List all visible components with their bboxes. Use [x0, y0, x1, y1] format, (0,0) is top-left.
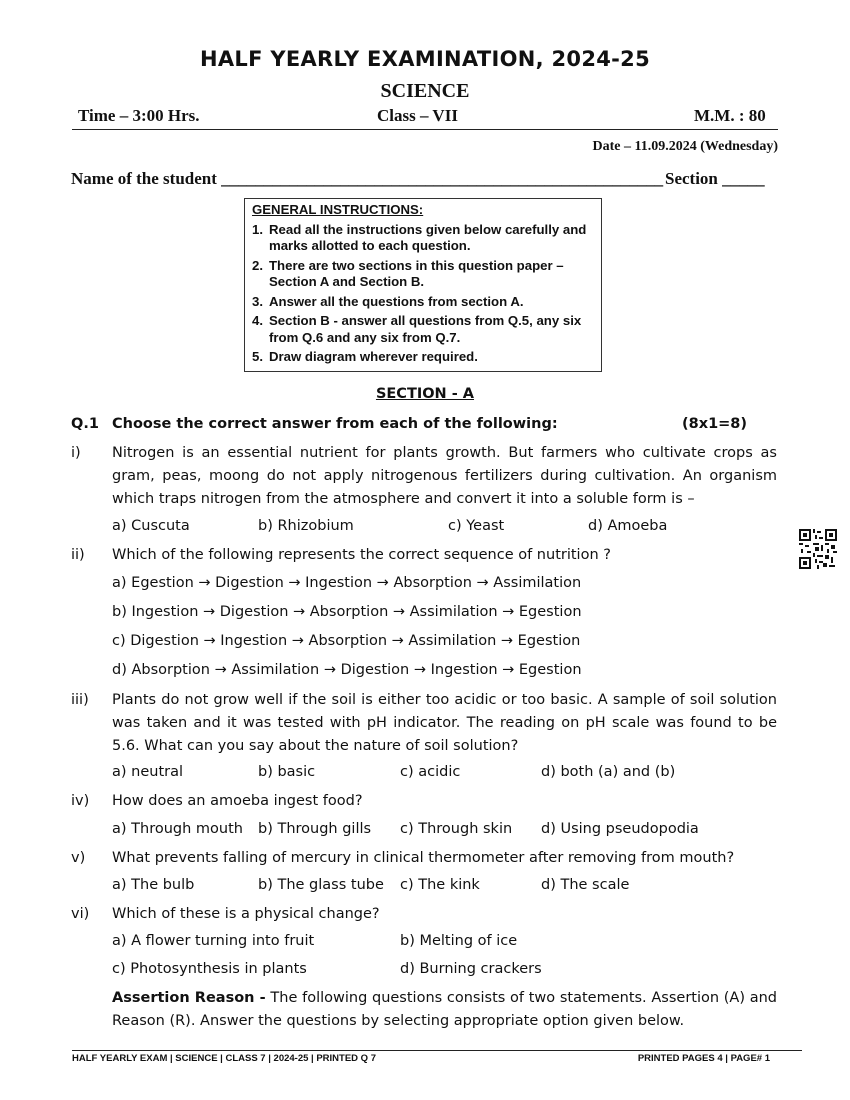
section-field: Section _____: [665, 169, 765, 188]
exam-date: Date – 11.09.2024 (Wednesday): [592, 139, 778, 154]
instruction-item: 5. Draw diagram wherever required.: [252, 349, 478, 364]
assertion-reason-instruction: Assertion Reason - The following questions consists of two statements. Assertion (A) and Reason (R). Answer the questions by selecting appropriate option given below.: [112, 990, 778, 1029]
option: c) Yeast: [448, 518, 505, 534]
max-marks: M.M. : 80: [694, 106, 766, 125]
subject-title: SCIENCE: [380, 80, 470, 102]
question-number: ii): [71, 547, 85, 563]
instruction-item: 4. Section B - answer all questions from Q.5, any six from Q.6 and any six from Q.7.: [252, 313, 582, 345]
question-text: What prevents falling of mercury in clinical thermometer after removing from mouth?: [112, 850, 735, 866]
question-number: iv): [71, 793, 90, 809]
option: b) Ingestion → Digestion → Absorption → Assimilation → Egestion: [112, 604, 582, 620]
class-label: Class – VII: [377, 106, 458, 125]
option: c) Through skin: [400, 821, 513, 837]
question-text: Plants do not grow well if the soil is either too acidic or too basic. A sample of soil solution was taken and it was tested with pH indicator. The reading on pH scale was found to be 5.6. What can you say about the nature of soil solution?: [112, 692, 777, 754]
option: c) Digestion → Ingestion → Absorption → Assimilation → Egestion: [112, 633, 581, 649]
footer-divider: [72, 1050, 802, 1051]
question-number: iii): [71, 692, 89, 708]
exam-title: HALF YEARLY EXAMINATION, 2024-25: [199, 47, 650, 71]
option: a) Egestion → Digestion → Ingestion → Absorption → Assimilation: [112, 575, 582, 591]
option: a) Through mouth: [112, 821, 243, 837]
footer-left: HALF YEARLY EXAM | SCIENCE | CLASS 7 | 2024-25 | PRINTED Q 7: [72, 1053, 376, 1064]
question-1-number: Q.1: [71, 416, 99, 432]
option: d) Using pseudopodia: [541, 821, 699, 837]
question-number: i): [71, 445, 81, 461]
question-text: Which of the following represents the correct sequence of nutrition ?: [112, 547, 611, 563]
question-1-text: Choose the correct answer from each of the following:: [112, 416, 558, 432]
option: c) Photosynthesis in plants: [112, 961, 307, 977]
header-divider: [72, 129, 778, 130]
option: a) neutral: [112, 764, 184, 780]
question-1-marks: (8x1=8): [682, 416, 748, 432]
option: c) acidic: [400, 764, 461, 780]
option: b) The glass tube: [258, 877, 384, 893]
option: d) Burning crackers: [400, 961, 542, 977]
instruction-item: 1. Read all the instructions given below carefully and marks allotted to each question.: [252, 221, 587, 253]
option: b) basic: [258, 764, 316, 780]
question-number: vi): [71, 906, 90, 922]
qr-code-icon: [799, 529, 837, 569]
question-text: Nitrogen is an essential nutrient for plants growth. But farmers who cultivate crops as gram, peas, moong do not apply nitrogenous fertilizers during cultivation. An organism which traps nitrogen from the atmosphere and convert it into a soluble form is –: [112, 445, 777, 507]
option: a) The bulb: [112, 877, 195, 893]
option: a) Cuscuta: [112, 518, 190, 534]
section-a-heading: SECTION - A: [375, 386, 475, 402]
option: b) Rhizobium: [258, 518, 354, 534]
option: a) A flower turning into fruit: [112, 933, 315, 949]
question-text: Which of these is a physical change?: [112, 906, 380, 922]
instruction-item: 2. There are two sections in this question paper – Section A and Section B.: [252, 257, 564, 289]
option: c) The kink: [400, 877, 480, 893]
option: b) Melting of ice: [400, 933, 518, 949]
question-number: v): [71, 850, 86, 866]
option: d) Absorption → Assimilation → Digestion → Ingestion → Egestion: [112, 662, 582, 678]
student-name-field: Name of the student ____________________________________________________: [71, 169, 664, 188]
instructions-heading: GENERAL INSTRUCTIONS:: [252, 202, 424, 217]
general-instructions-box: [244, 198, 602, 372]
time-label: Time – 3:00 Hrs.: [78, 106, 200, 125]
option: d) Amoeba: [588, 518, 668, 534]
instruction-item: 3. Answer all the questions from section A.: [252, 293, 524, 309]
question-text: How does an amoeba ingest food?: [112, 793, 363, 809]
footer-right: PRINTED PAGES 4 | PAGE# 1: [637, 1053, 770, 1064]
option: d) both (a) and (b): [541, 764, 676, 780]
option: b) Through gills: [258, 821, 372, 837]
option: d) The scale: [541, 877, 630, 893]
